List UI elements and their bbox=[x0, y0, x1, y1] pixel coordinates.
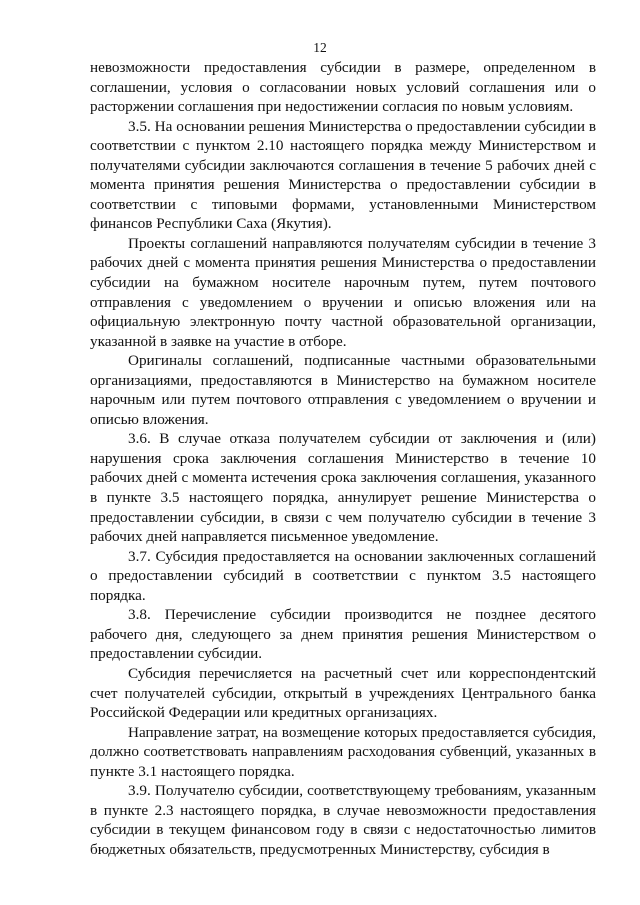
paragraph-3-6: 3.6. В случае отказа получателем субсидии от заключения и (или) нарушения срока заключения соглашения Министерство в течение 10 рабочих дней с момента истечения срока заключения соглашения, указанного в пункте 3.5 настоящего порядка, аннулирует решение Министерства о предоставлении субсидии, в связи с чем получателю субсидии в течение 3 рабочих дней направляется письменное уведомление. bbox=[90, 430, 596, 546]
paragraph-transfer-account: Субсидия перечисляется на расчетный счет или корреспондентский счет получателей субсидии, открытый в учреждениях Центрального банка Российской Федерации или кредитных организациях. bbox=[90, 664, 596, 722]
paragraph-3-9: 3.9. Получателю субсидии, соответствующему требованиям, указанным в пункте 2.3 настоящего порядка, в случае невозможности предоставления субсидии в текущем финансовом году в связи с недостаточностью лимитов бюджетных обязательств, предусмотренных Министерству, субсидия в bbox=[90, 782, 596, 858]
paragraph-expense-direction: Направление затрат, на возмещение которых предоставляется субсидия, должно соответствовать направлениям расходования субвенций, указанных в пункте 3.1 настоящего порядка. bbox=[90, 723, 596, 780]
paragraph-3-5: 3.5. На основании решения Министерства о предоставлении субсидии в соответствии с пунктом 2.10 настоящего порядка между Министерством и получателями субсидии заключаются соглашения в течение 5 рабочих дней с момента принятия решения Министерства о предоставлении субсидии в соответствии с типовыми формами, установленными Министерством финансов Республики Саха (Якутия). bbox=[90, 117, 596, 233]
document-body bbox=[90, 58, 596, 859]
paragraph-3-8: 3.8. Перечисление субсидии производится не позднее десятого рабочего дня, следующего за днем принятия решения Министерством о предоставлении субсидии. bbox=[90, 606, 596, 663]
paragraph-agreement-originals: Оригиналы соглашений, подписанные частными образовательными организациями, предоставляются в Министерство на бумажном носителе нарочным или путем почтового отправления с уведомлением о вручении и описью вложения. bbox=[90, 352, 596, 428]
page-number: 12 bbox=[313, 40, 327, 55]
paragraph-agreement-drafts: Проекты соглашений направляются получателям субсидии в течение 3 рабочих дней с момента принятия решения Министерства о предоставлении субсидии на бумажном носителе нарочным путем, путем почтового отправления с уведомлением о вручении и описью вложения или на официальную электронную почту частной образовательной организации, указанной в заявке на участие в отборе. bbox=[90, 234, 596, 350]
paragraph-continuation: невозможности предоставления субсидии в размере, определенном в соглашении, условия о согласовании новых условий соглашения или о расторжении соглашения при недостижении согласия по новым условиям. bbox=[90, 59, 596, 116]
paragraph-3-7: 3.7. Субсидия предоставляется на основании заключенных соглашений о предоставлении субсидий в соответствии с пунктом 3.5 настоящего порядка. bbox=[90, 547, 596, 604]
